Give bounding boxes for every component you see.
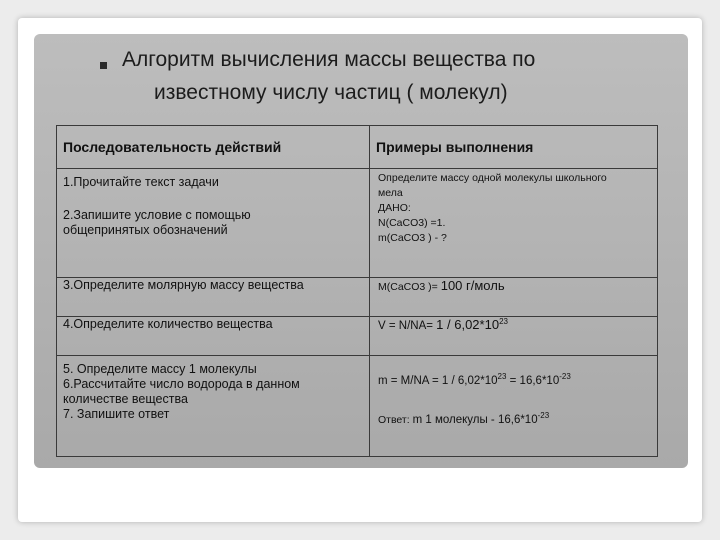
answer-value: m 1 молекулы - 16,6*10 bbox=[412, 413, 538, 426]
steps-cell bbox=[57, 169, 370, 278]
table-row bbox=[57, 317, 658, 356]
step-5: 5. Определите массу 1 молекулы bbox=[63, 362, 257, 376]
step-4: 4.Определите количество вещества bbox=[57, 317, 370, 356]
molar-mass-value: 100 г/моль bbox=[440, 278, 505, 293]
example-molar-mass bbox=[370, 278, 658, 317]
step-7: 7. Запишите ответ bbox=[63, 407, 170, 421]
amount-exponent: 23 bbox=[499, 317, 508, 326]
molecule-mass-line bbox=[378, 372, 649, 387]
title-line-2: известному числу частиц ( молекул) bbox=[154, 81, 508, 104]
answer-exponent: -23 bbox=[537, 410, 550, 420]
given-label: ДАНО: bbox=[378, 202, 411, 214]
molecule-mass-result: = 16,6*10 bbox=[506, 374, 560, 387]
molar-mass-formula: M(CaCO3 )= bbox=[378, 281, 441, 293]
table-row bbox=[57, 278, 658, 317]
step-1: 1.Прочитайте текст задачи bbox=[63, 175, 219, 189]
answer-label: Ответ: bbox=[378, 413, 413, 426]
square-bullet-icon bbox=[100, 62, 107, 69]
example-amount bbox=[370, 317, 658, 356]
example-cell bbox=[370, 356, 658, 457]
step-2-line-2: общепринятых обозначений bbox=[63, 223, 228, 237]
table-header-row bbox=[57, 126, 658, 169]
title-line-1: Алгоритм вычисления массы вещества по bbox=[122, 48, 536, 71]
amount-formula: V = N/NA= bbox=[378, 320, 437, 333]
example-question-line-1: Определите массу одной молекулы школьного bbox=[378, 172, 607, 184]
molecule-mass-formula: m = M/NA = 1 / 6,02*10 bbox=[378, 374, 498, 387]
header-steps: Последовательность действий bbox=[57, 126, 370, 169]
table-row bbox=[57, 356, 658, 457]
molecule-mass-result-exponent: -23 bbox=[559, 372, 571, 381]
amount-value: 1 / 6,02*10 bbox=[436, 317, 500, 333]
example-cell bbox=[370, 169, 658, 278]
answer-line bbox=[378, 411, 649, 428]
steps-cell bbox=[57, 356, 370, 457]
molecule-mass-exponent: 23 bbox=[497, 372, 507, 381]
header-examples: Примеры выполнения bbox=[370, 126, 658, 169]
given-m-unknown: m(CaCO3 ) - ? bbox=[378, 232, 447, 244]
step-2-line-1: 2.Запишите условие с помощью bbox=[63, 208, 251, 222]
step-6-line-2: количестве вещества bbox=[63, 392, 188, 406]
algorithm-table bbox=[56, 125, 658, 457]
example-question-line-2: мела bbox=[378, 187, 403, 199]
given-n: N(CaCO3) =1. bbox=[378, 217, 446, 229]
step-3: 3.Определите молярную массу вещества bbox=[57, 278, 370, 317]
table-row bbox=[57, 169, 658, 278]
step-6-line-1: 6.Рассчитайте число водорода в данном bbox=[63, 377, 300, 391]
